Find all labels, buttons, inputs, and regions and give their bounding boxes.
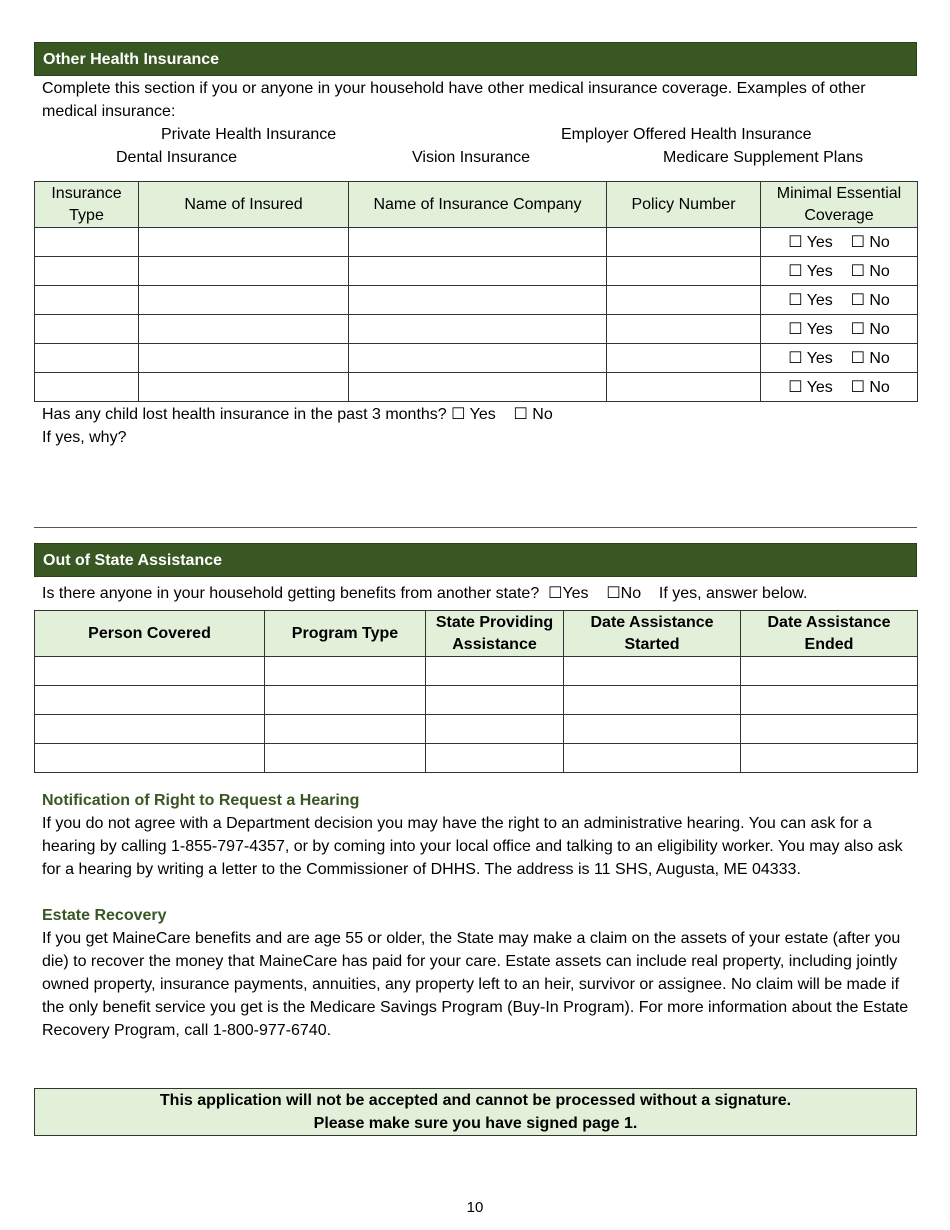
col-person-covered: Person Covered: [35, 611, 265, 657]
table-row: [35, 286, 918, 315]
col-program-type: Program Type: [265, 611, 426, 657]
col-minimal-essential-coverage: Minimal Essential Coverage: [761, 182, 918, 228]
cell-program[interactable]: [265, 657, 426, 686]
col-insurance-company: Name of Insurance Company: [349, 182, 607, 228]
cell-program[interactable]: [265, 686, 426, 715]
cell-ended[interactable]: [741, 686, 918, 715]
cell-company[interactable]: [349, 344, 607, 373]
cell-insured[interactable]: [139, 286, 349, 315]
cell-insured[interactable]: [139, 373, 349, 402]
cell-state[interactable]: [426, 686, 564, 715]
col-name-of-insured: Name of Insured: [139, 182, 349, 228]
cell-person[interactable]: [35, 744, 265, 773]
cell-program[interactable]: [265, 744, 426, 773]
out-of-state-question[interactable]: Is there anyone in your household getting benefits from another state? ☐Yes ☐No If yes, answer below.: [42, 585, 808, 602]
cell-insurance-type[interactable]: [35, 373, 139, 402]
cell-state[interactable]: [426, 744, 564, 773]
cell-policy[interactable]: [607, 315, 761, 344]
cell-company[interactable]: [349, 373, 607, 402]
table-row: [35, 344, 918, 373]
cell-policy[interactable]: [607, 257, 761, 286]
col-state-providing: State Providing Assistance: [426, 611, 564, 657]
insurance-examples: [34, 123, 917, 169]
table-row: [35, 257, 918, 286]
coverage-yes-no-checkbox[interactable]: ☐ Yes ☐ No: [761, 344, 918, 373]
cell-company[interactable]: [349, 228, 607, 257]
form-page: [34, 42, 917, 1136]
coverage-yes-no-checkbox[interactable]: ☐ Yes ☐ No: [761, 315, 918, 344]
col-insurance-type: Insurance Type: [35, 182, 139, 228]
cell-person[interactable]: [35, 686, 265, 715]
table-header-row: [35, 182, 918, 228]
signature-notice-line2: Please make sure you have signed page 1.: [313, 1115, 638, 1132]
cell-company[interactable]: [349, 286, 607, 315]
table-row: [35, 228, 918, 257]
col-date-ended: Date Assistance Ended: [741, 611, 918, 657]
coverage-yes-no-checkbox[interactable]: ☐ Yes ☐ No: [761, 228, 918, 257]
cell-program[interactable]: [265, 715, 426, 744]
cell-started[interactable]: [564, 744, 741, 773]
table-row: [35, 744, 918, 773]
cell-policy[interactable]: [607, 344, 761, 373]
example-private: Private Health Insurance: [161, 126, 337, 143]
cell-started[interactable]: [564, 715, 741, 744]
table-header-row: [35, 611, 918, 657]
col-policy-number: Policy Number: [607, 182, 761, 228]
cell-person[interactable]: [35, 715, 265, 744]
out-of-state-table: [34, 610, 918, 773]
other-insurance-table: [34, 181, 918, 402]
other-health-insurance-header: Other Health Insurance: [34, 42, 917, 76]
coverage-yes-no-checkbox[interactable]: ☐ Yes ☐ No: [761, 257, 918, 286]
estate-recovery-body: If you get MaineCare benefits and are age 55 or older, the State may make a claim on the assets of your estate (after you die) to recover the money that MaineCare has paid for your care. Estate assets can include real property, including jointly owned property, insurance payments, annuities, any property left to an heir, survivor or assignee. No claim will be made if the only benefit service you get is the Medicare Savings Program (Buy-In Program). For more information about the Estate Recovery Program, call 1-800-977-6740.: [42, 930, 909, 1039]
example-dental: Dental Insurance: [116, 149, 237, 166]
cell-insurance-type[interactable]: [35, 257, 139, 286]
cell-state[interactable]: [426, 657, 564, 686]
other-health-intro: Complete this section if you or anyone in your household have other medical insurance coverage. Examples of other medical insurance:: [42, 80, 866, 120]
out-of-state-header: Out of State Assistance: [34, 543, 917, 577]
table-row: [35, 686, 918, 715]
cell-insured[interactable]: [139, 257, 349, 286]
cell-insured[interactable]: [139, 315, 349, 344]
cell-policy[interactable]: [607, 373, 761, 402]
cell-person[interactable]: [35, 657, 265, 686]
col-date-started: Date Assistance Started: [564, 611, 741, 657]
cell-ended[interactable]: [741, 744, 918, 773]
hearing-title: Notification of Right to Request a Hearing: [42, 792, 360, 809]
page-number: 10: [466, 1199, 484, 1216]
cell-state[interactable]: [426, 715, 564, 744]
hearing-body: If you do not agree with a Department decision you may have the right to an administrative hearing. You can ask for a hearing by calling 1-855-797-4357, or by coming into your local office and talking to an eligibility worker. You may also ask for a hearing by writing a letter to the Commissioner of DHHS. The address is 11 SHS, Augusta, ME 04333.: [42, 815, 903, 878]
cell-insurance-type[interactable]: [35, 344, 139, 373]
table-row: [35, 657, 918, 686]
cell-company[interactable]: [349, 257, 607, 286]
if-yes-why-label: If yes, why?: [42, 429, 127, 446]
example-vision: Vision Insurance: [412, 149, 530, 166]
cell-insurance-type[interactable]: [35, 228, 139, 257]
example-medicare-supplement: Medicare Supplement Plans: [663, 149, 864, 166]
cell-ended[interactable]: [741, 715, 918, 744]
table-row: [35, 315, 918, 344]
coverage-yes-no-checkbox[interactable]: ☐ Yes ☐ No: [761, 373, 918, 402]
child-lost-insurance-question[interactable]: Has any child lost health insurance in the past 3 months? ☐ Yes ☐ No: [42, 406, 553, 423]
coverage-yes-no-checkbox[interactable]: ☐ Yes ☐ No: [761, 286, 918, 315]
example-employer: Employer Offered Health Insurance: [561, 126, 812, 143]
cell-policy[interactable]: [607, 228, 761, 257]
cell-started[interactable]: [564, 657, 741, 686]
cell-insured[interactable]: [139, 228, 349, 257]
estate-recovery-title: Estate Recovery: [42, 907, 167, 924]
section-divider: [34, 527, 917, 528]
cell-policy[interactable]: [607, 286, 761, 315]
cell-company[interactable]: [349, 315, 607, 344]
cell-insurance-type[interactable]: [35, 315, 139, 344]
table-row: [35, 715, 918, 744]
cell-insured[interactable]: [139, 344, 349, 373]
cell-started[interactable]: [564, 686, 741, 715]
table-row: [35, 373, 918, 402]
cell-ended[interactable]: [741, 657, 918, 686]
signature-notice: [34, 1088, 917, 1136]
cell-insurance-type[interactable]: [35, 286, 139, 315]
signature-notice-line1: This application will not be accepted and cannot be processed without a signature.: [159, 1092, 792, 1109]
